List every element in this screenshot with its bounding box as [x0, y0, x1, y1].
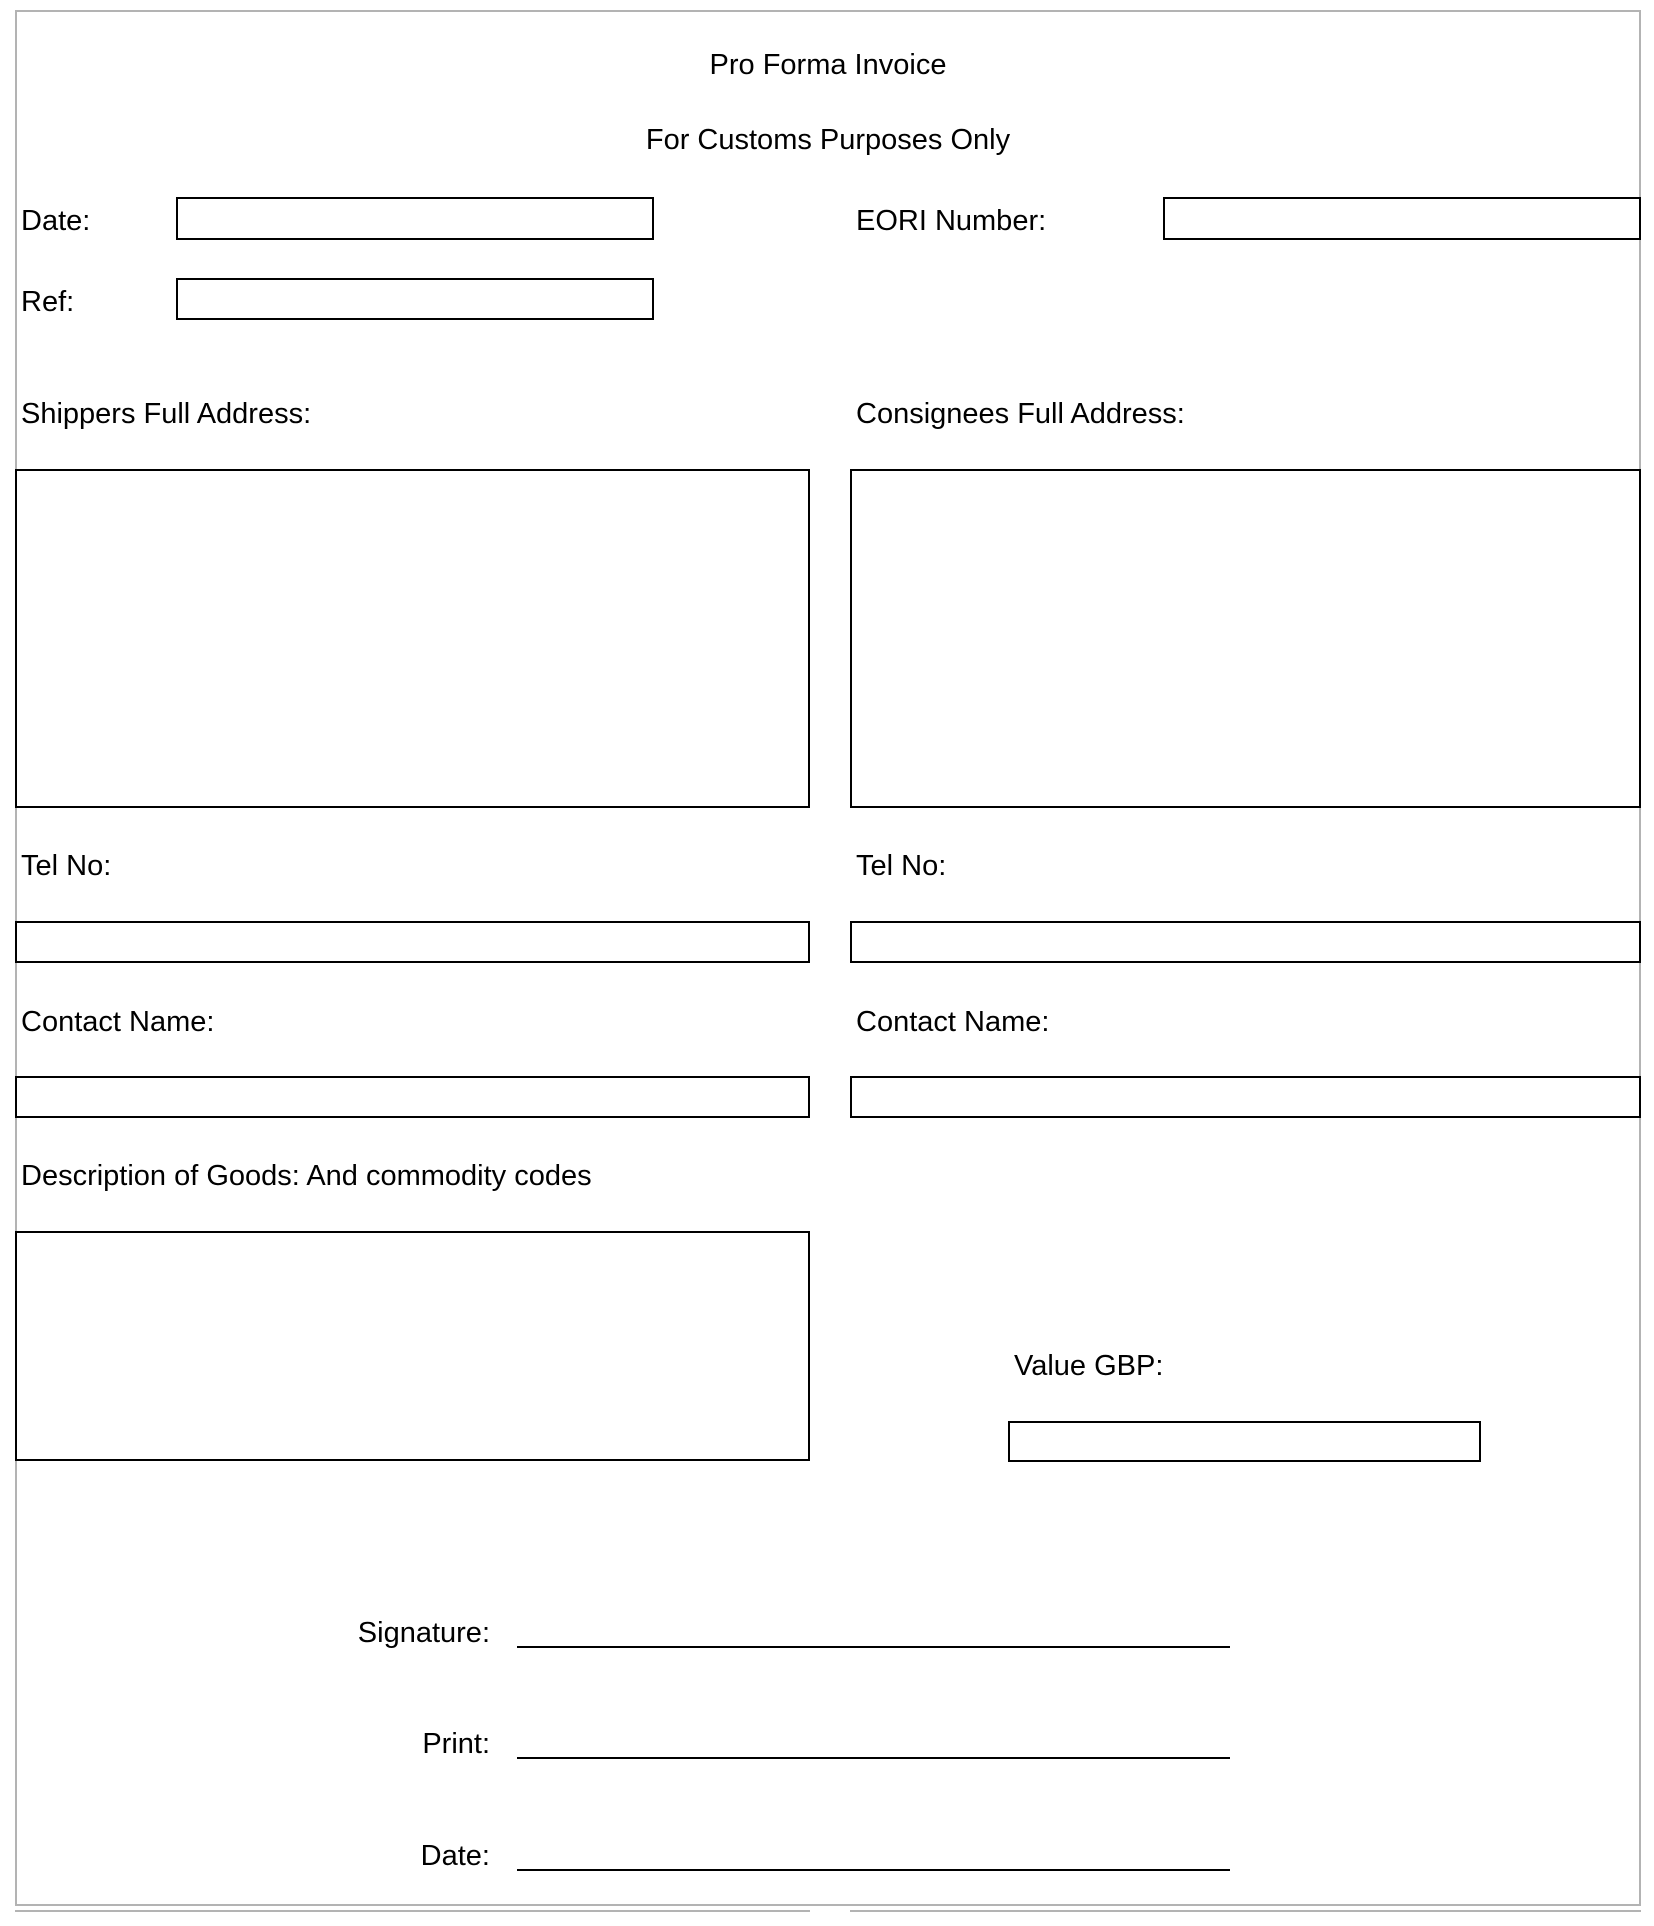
shipper-tel-label: Tel No: — [21, 850, 112, 882]
ref-field[interactable] — [176, 278, 654, 320]
date-label: Date: — [21, 205, 91, 237]
ref-label: Ref: — [21, 286, 75, 318]
consignee-tel-field[interactable] — [850, 921, 1641, 963]
signoff-date-label: Date: — [420, 1840, 490, 1872]
date-field[interactable] — [176, 197, 654, 240]
value-gbp-label: Value GBP: — [1014, 1350, 1164, 1382]
consignee-contact-field[interactable] — [850, 1076, 1641, 1118]
page-break-fragment-left — [15, 1910, 810, 1912]
shipper-tel-field[interactable] — [15, 921, 810, 963]
eori-number-field[interactable] — [1163, 197, 1641, 240]
page-break-fragment-right — [850, 1910, 1641, 1912]
consignee-address-label: Consignees Full Address: — [856, 398, 1185, 430]
shipper-contact-field[interactable] — [15, 1076, 810, 1118]
document-title: Pro Forma Invoice — [709, 49, 947, 81]
document-subtitle: For Customs Purposes Only — [645, 124, 1011, 156]
goods-description-field[interactable] — [15, 1231, 810, 1461]
print-line[interactable] — [517, 1757, 1230, 1759]
consignee-address-field[interactable] — [850, 469, 1641, 808]
print-label: Print: — [422, 1728, 490, 1760]
goods-description-label: Description of Goods: And commodity codes — [21, 1160, 592, 1192]
value-gbp-field[interactable] — [1008, 1421, 1481, 1462]
consignee-tel-label: Tel No: — [856, 850, 947, 882]
eori-number-label: EORI Number: — [856, 205, 1047, 237]
signoff-date-line[interactable] — [517, 1869, 1230, 1871]
signature-line[interactable] — [517, 1646, 1230, 1648]
shipper-contact-label: Contact Name: — [21, 1006, 215, 1038]
shipper-address-field[interactable] — [15, 469, 810, 808]
consignee-contact-label: Contact Name: — [856, 1006, 1050, 1038]
shipper-address-label: Shippers Full Address: — [21, 398, 312, 430]
signature-label: Signature: — [357, 1617, 490, 1649]
